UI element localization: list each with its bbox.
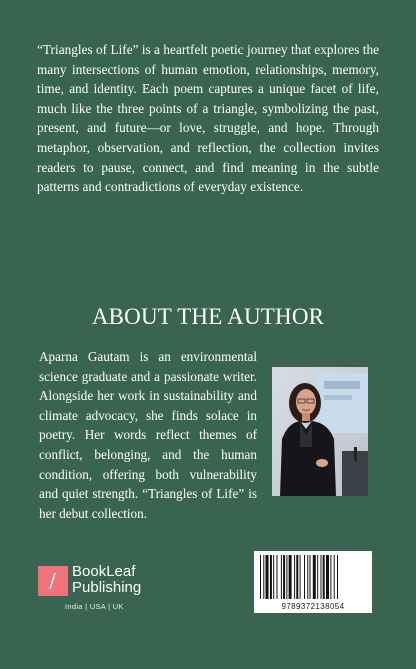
about-author-heading: ABOUT THE AUTHOR [91,304,325,329]
author-photo-illustration [272,367,368,496]
isbn-number: 9789372138054 [281,602,345,611]
bookleaf-logo-icon [38,566,68,596]
publisher-name-line2: Publishing [72,579,142,596]
author-photo [272,367,368,496]
author-bio: Aparna Gautam is an environmental science graduate and a passionate writer. Alongside her work in sustainability and climate advocacy, she finds solace in poetry. Her words reflect themes of conflict, belonging, and the human condition, offering both vulnerability and quiet strength. “Triangles of Life” is her debut collection. [39,349,257,521]
isbn-barcode [254,551,372,613]
publisher-logo [38,563,168,613]
publisher-name-line1: BookLeaf [72,563,136,580]
back-cover-blurb: “Triangles of Life” is a heartfelt poetic journey that explores the many intersections of human emotion, relationships, memory, time, and identity. Each poem captures a unique facet of life, much like the three points of a triangle, symbolizing the past, present, and future—or love, struggle, and hope. Through metaphor, observation, and reflection, the collection invites readers to pause, connect, and find meaning in the subtle patterns and contradictions of everyday existence. [37,42,379,195]
publisher-name [72,564,141,596]
barcode-icon [260,555,366,599]
publisher-tagline: India | USA | UK [65,602,124,611]
